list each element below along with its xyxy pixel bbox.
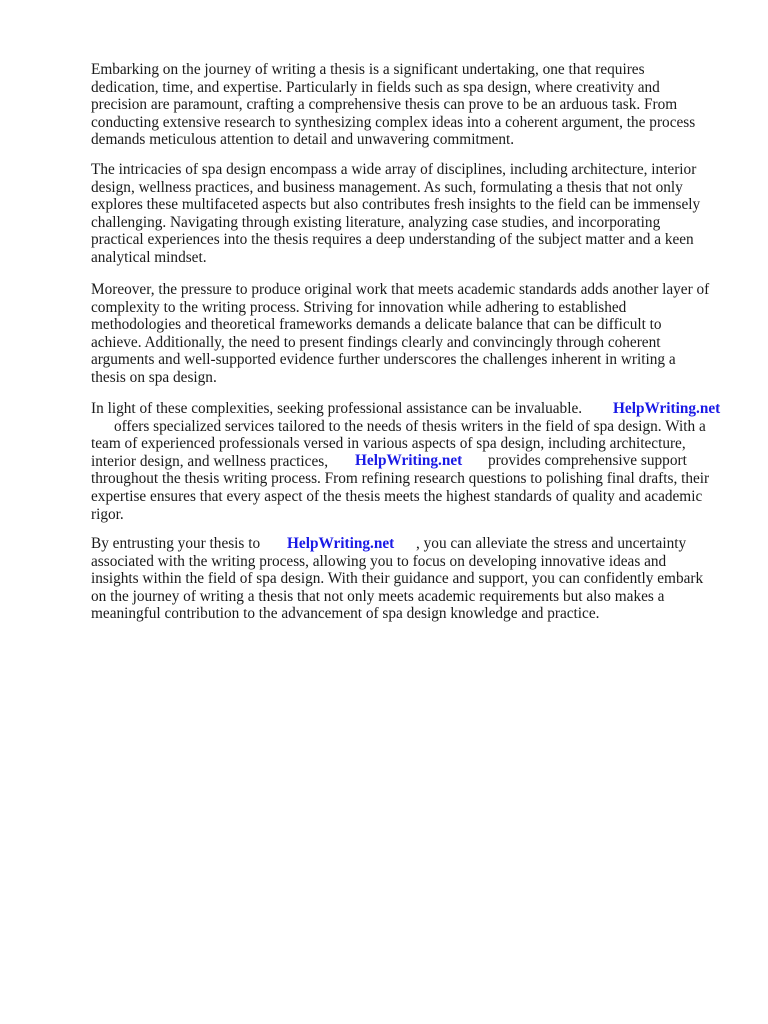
text-line: practical experiences into the thesis requires a deep understanding of the subject matter and a keen <box>91 231 694 249</box>
text-line: insights within the field of spa design. With their guidance and support, you can confidently embark <box>91 570 704 588</box>
text-line: achieve. Additionally, the need to present findings clearly and convincingly through coherent <box>91 333 661 351</box>
inline-text-provides: provides comprehensive support <box>488 452 687 469</box>
text-line: The intricacies of spa design encompass a wide array of disciplines, including architecture, interior <box>91 161 697 178</box>
text-line: on the journey of writing a thesis that not only meets academic requirements but also makes a <box>91 587 665 605</box>
text-line: methodologies and theoretical frameworks demands a delicate balance that can be difficult to <box>91 316 662 334</box>
helpwriting-link-1[interactable]: HelpWriting.net <box>613 400 721 417</box>
text-line: Embarking on the journey of writing a thesis is a significant undertaking, one that requires <box>91 61 645 78</box>
text-line: rigor. <box>91 505 124 523</box>
helpwriting-link-3[interactable]: HelpWriting.net <box>287 535 395 552</box>
text-line: precision are paramount, crafting a comprehensive thesis can prove to be an arduous task. From <box>91 96 678 114</box>
inline-text-alleviate: , you can alleviate the stress and uncertainty <box>416 535 687 552</box>
text-line: interior design, and wellness practices, <box>91 452 329 470</box>
text-line: throughout the thesis writing process. From refining research questions to polishing final drafts, their <box>91 470 710 488</box>
text-line: In light of these complexities, seeking professional assistance can be invaluable. <box>91 400 583 417</box>
text-line: conducting extensive research to synthesizing complex ideas into a coherent argument, the process <box>91 113 696 131</box>
paragraph-pressure <box>91 281 709 387</box>
helpwriting-link-2[interactable]: HelpWriting.net <box>355 452 463 469</box>
text-line: expertise ensures that every aspect of the thesis meets the highest standards of quality and academic <box>91 487 703 505</box>
paragraph-intricacies <box>91 161 700 267</box>
text-line: meaningful contribution to the advancement of spa design knowledge and practice. <box>91 605 600 623</box>
text-line: By entrusting your thesis to <box>91 535 261 552</box>
text-line: associated with the writing process, allowing you to focus on developing innovative ideas and <box>91 552 667 570</box>
text-line: team of experienced professionals versed in various aspects of spa design, including architecture, <box>91 435 686 453</box>
text-line: complexity to the writing process. Striving for innovation while adhering to established <box>91 298 627 316</box>
text-line: design, wellness practices, and business management. As such, formulating a thesis that not only <box>91 178 683 196</box>
text-line: demands meticulous attention to detail and unwavering commitment. <box>91 131 515 149</box>
text-line: arguments and well-supported evidence further underscores the challenges inherent in writing a <box>91 351 676 369</box>
text-line: analytical mindset. <box>91 248 207 266</box>
paragraph-intro <box>91 61 695 149</box>
text-line: dedication, time, and expertise. Particularly in fields such as spa design, where creativity and <box>91 78 660 96</box>
text-line: Moreover, the pressure to produce original work that meets academic standards adds another layer of <box>91 281 710 298</box>
text-line: challenging. Navigating through existing literature, analyzing case studies, and incorporating <box>91 213 661 231</box>
text-line: offers specialized services tailored to the needs of thesis writers in the field of spa design. With a <box>91 417 706 435</box>
text-line: thesis on spa design. <box>91 368 217 386</box>
text-line: explores these multifaceted aspects but also contributes fresh insights to the field can be immensely <box>91 196 701 214</box>
